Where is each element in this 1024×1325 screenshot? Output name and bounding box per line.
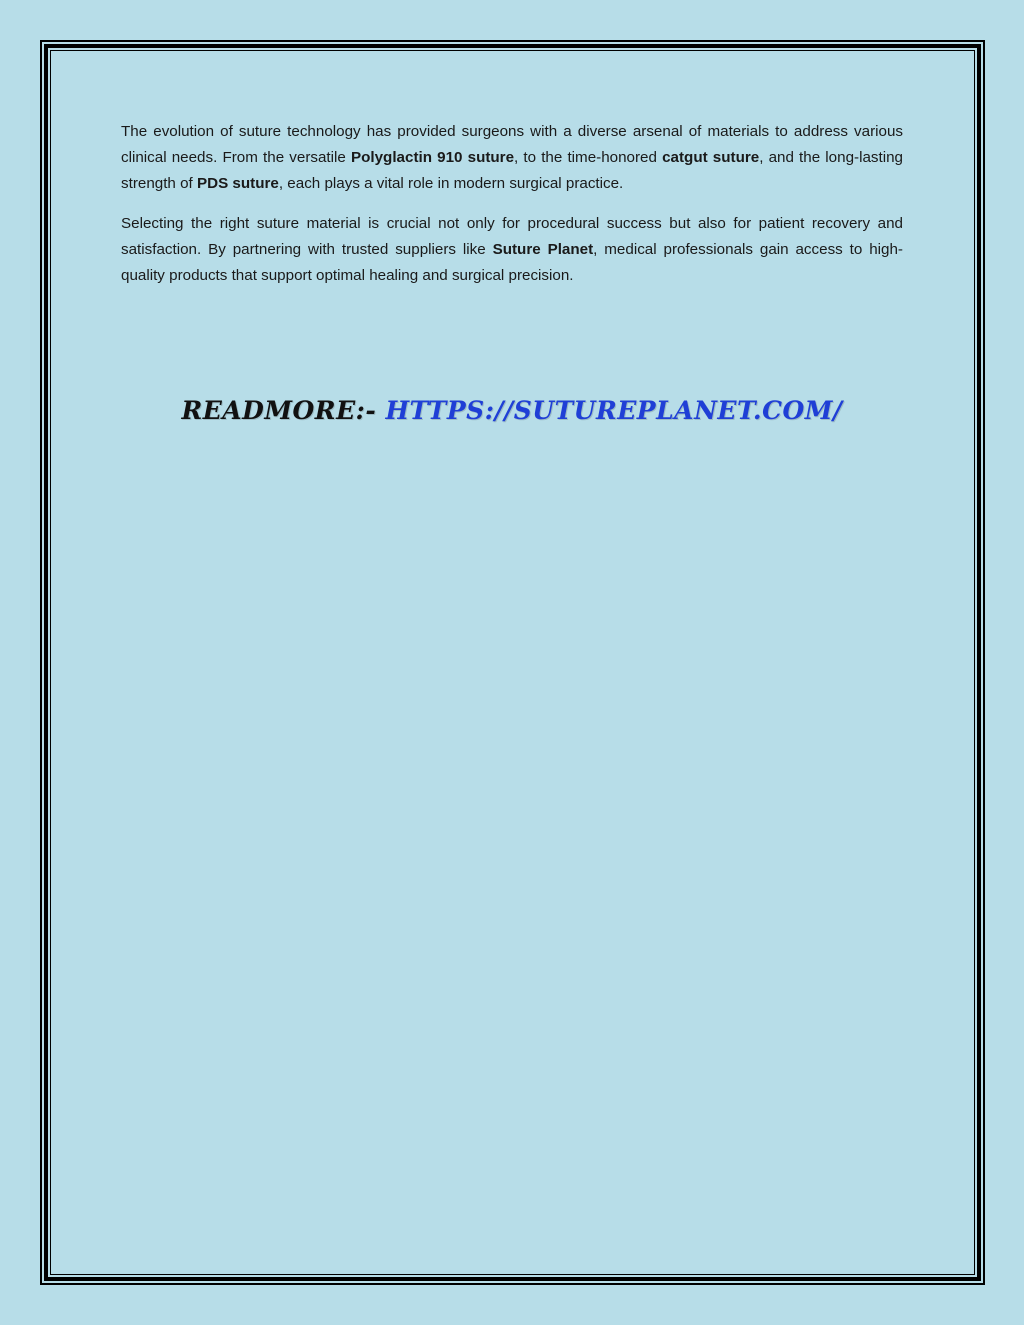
pds-term: PDS suture xyxy=(196,175,279,192)
paragraph-2 xyxy=(121,211,903,289)
readmore-label: READMORE:- xyxy=(181,396,386,425)
readmore-link[interactable]: HTTPS://SUTUREPLANET.COM/ xyxy=(385,396,843,425)
paragraph-2-text-1: Selecting the right suture material is crucial not only for procedural success but also for patient recovery and satisfaction. By partnering with trusted suppliers like xyxy=(121,215,903,258)
paragraph-1-text-4: , each plays a vital role in modern surgical practice. xyxy=(278,175,624,192)
polyglactin-term: Polyglactin 910 suture xyxy=(350,149,515,166)
paragraph-1-text-3: , and the long-lasting strength of xyxy=(121,149,903,192)
body-text xyxy=(121,119,903,303)
suture-planet-term: Suture Planet xyxy=(492,241,594,258)
paragraph-1-text-2: , to the time-honored xyxy=(514,149,663,166)
paragraph-1 xyxy=(121,119,903,197)
paragraph-2-text-2: , medical professionals gain access to high-quality products that support optimal healing and surgical precision. xyxy=(121,241,903,284)
paragraph-1-text-1: The evolution of suture technology has provided surgeons with a diverse arsenal of materials to address various clinical needs. From the versatile xyxy=(121,123,903,166)
readmore-line xyxy=(0,396,1024,425)
catgut-term: catgut suture xyxy=(662,149,760,166)
